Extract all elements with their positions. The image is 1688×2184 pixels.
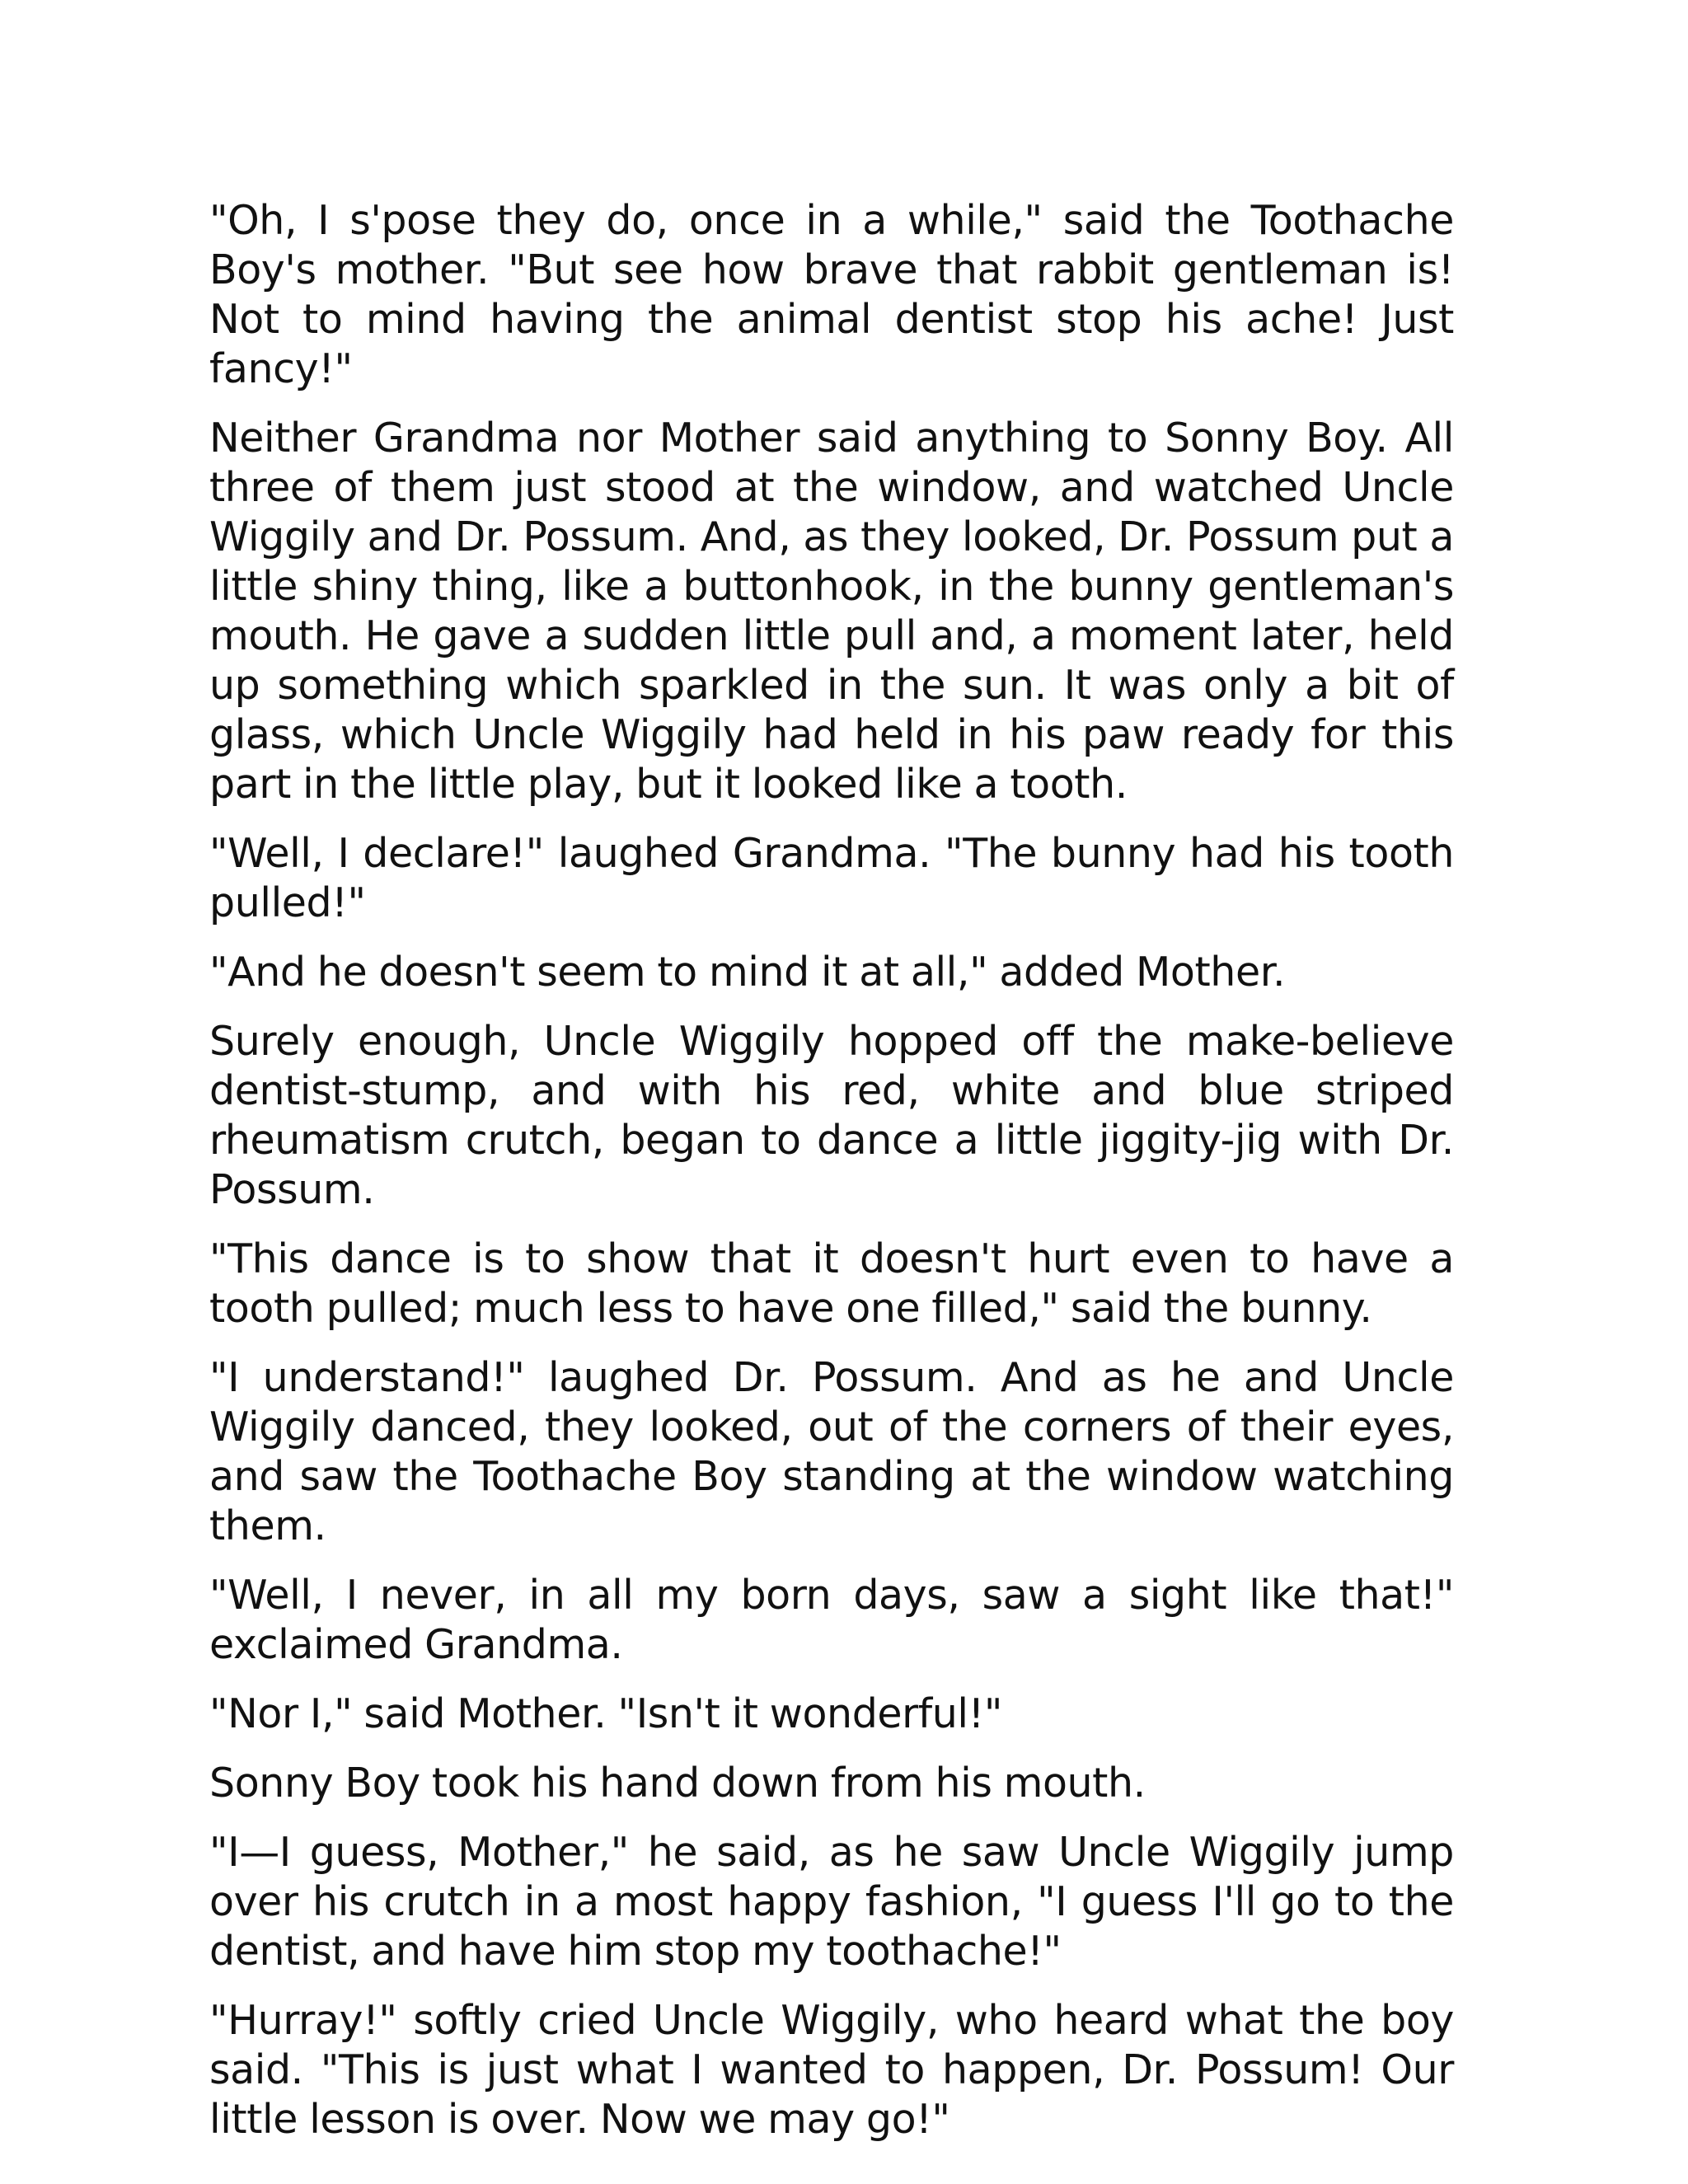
paragraph: Neither Grandma nor Mother said anything to Sonny Boy. All three of them just stood at the window, and watched Uncle Wiggily and Dr. Possum. And, as they looked, Dr. Possum put a little shiny thing, like a buttonhook, in the bunny gentleman's mouth. He gave a sudden little pull and, a moment later, held up something which sparkled in the sun. It was only a bit of glass, which Uncle Wiggily had held in his paw ready for this part in the little play, but it looked like a tooth. (209, 415, 1454, 808)
paragraph: "I understand!" laughed Dr. Possum. And as he and Uncle Wiggily danced, they looked, out of the corners of their eyes, and saw the Toothache Boy standing at the window watching them. (209, 1354, 1454, 1549)
paragraph: Surely enough, Uncle Wiggily hopped off the make-believe dentist-stump, and with his red, white and blue striped rheumatism crutch, began to dance a little jiggity-jig with Dr. Possum. (209, 1018, 1454, 1213)
paragraph: "This dance is to show that it doesn't hurt even to have a tooth pulled; much less to have one filled," said the bunny. (209, 1235, 1454, 1332)
paragraph: "Oh, I s'pose they do, once in a while," said the Toothache Boy's mother. "But see how brave that rabbit gentleman is! Not to mind having the animal dentist stop his ache! Just fancy!" (209, 197, 1454, 392)
paragraph: "Hurray!" softly cried Uncle Wiggily, who heard what the boy said. "This is just what I wanted to happen, Dr. Possum! Our little lesson is over. Now we may go!" (209, 1997, 1454, 2143)
paragraph: "Well, I never, in all my born days, saw a sight like that!" exclaimed Grandma. (209, 1572, 1454, 1668)
paragraph: Sonny Boy took his hand down from his mouth. (209, 1760, 1146, 1807)
paragraph: "Well, I declare!" laughed Grandma. "The bunny had his tooth pulled!" (209, 830, 1454, 926)
paragraph: "Nor I," said Mother. "Isn't it wonderful!" (209, 1690, 1002, 1737)
paragraph: "I—I guess, Mother," he said, as he saw Uncle Wiggily jump over his crutch in a most happy fashion, "I guess I'll go to the dentist, and have him stop my toothache!" (209, 1829, 1454, 1975)
document-page (209, 196, 1454, 2164)
paragraph: "And he doesn't seem to mind it at all," added Mother. (209, 949, 1286, 996)
